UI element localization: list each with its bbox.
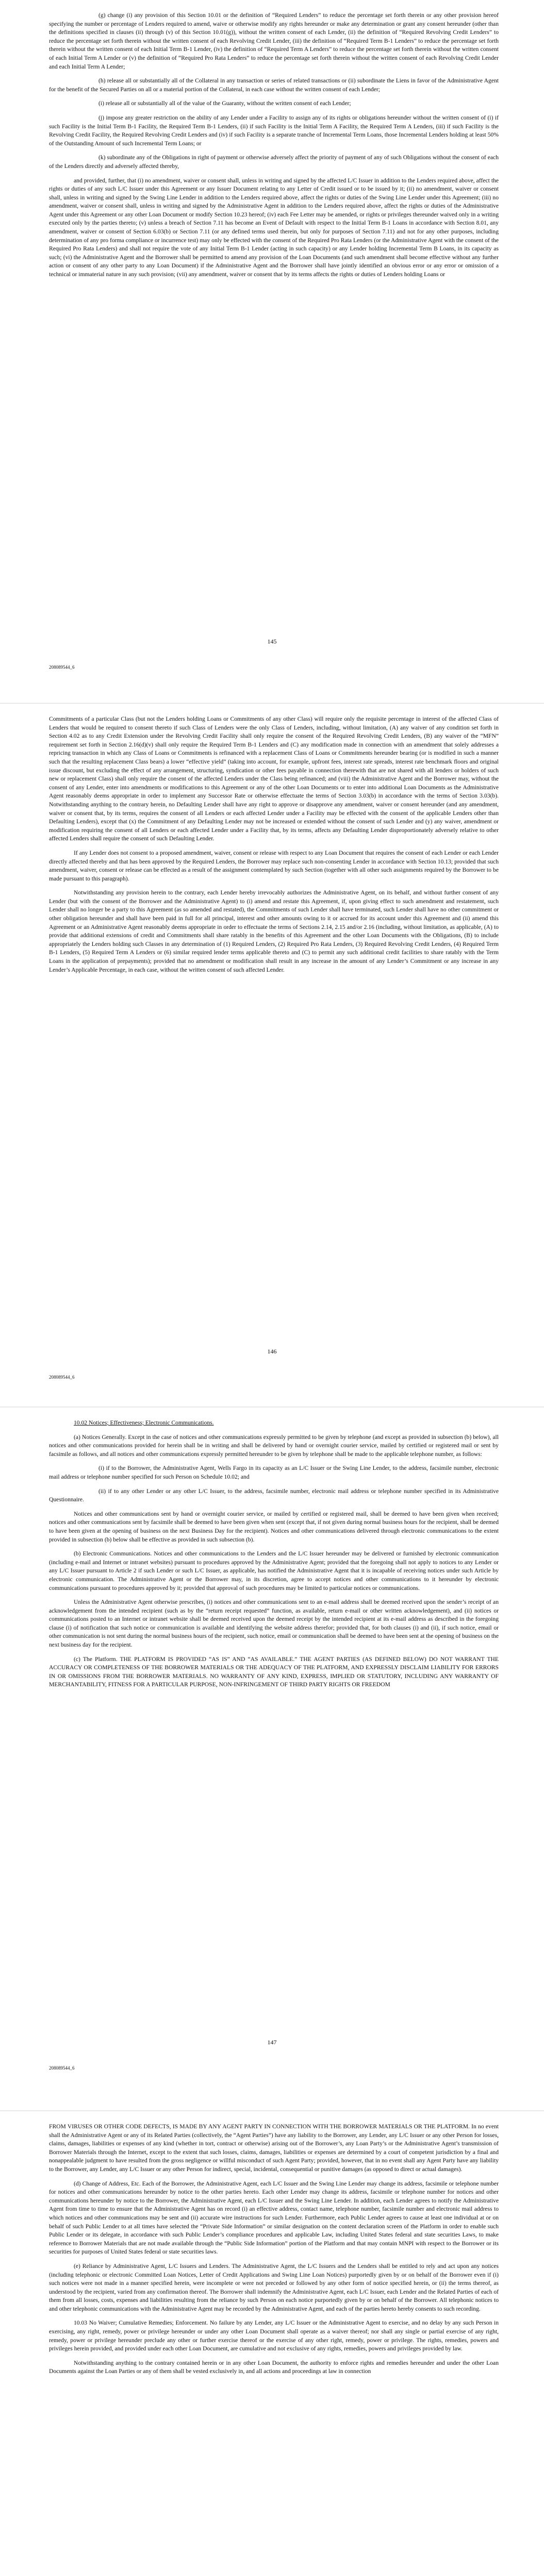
paragraph: (c) The Platform. THE PLATFORM IS PROVIDED “AS IS” AND “AS AVAILABLE.” THE AGENT PARTIES (AS DEFINED BELOW) DO NOT WARRANT THE ACCURACY OR COMPLETENESS OF THE BORROWER MATERIALS OR THE ADEQUACY OF THE PLATFORM, AND EXPRESSLY DISCLAIM LIABILITY FOR ERRORS IN OR OMISSIONS FROM THE BORROWER MATERIALS. NO WARRANTY OF ANY KIND, EXPRESS, IMPLIED OR STATUTORY, INCLUDING ANY WARRANTY OF MERCHANTABILITY, FITNESS FOR A PARTICULAR PURPOSE, NON-INFRINGEMENT OF THIRD PARTY RIGHTS OR FREEDOM [49, 1655, 499, 1688]
section-heading: 10.02 Notices; Effectiveness; Electronic Communications. [74, 1419, 214, 1426]
page-text [49, 715, 499, 980]
page-145 [0, 0, 544, 703]
paragraph: Notwithstanding any provision herein to the contrary, each Lender hereby irrevocably authorizes the Administrative Agent, on its behalf, and without further consent of any Lender (but with the consent of the Borrower and the Administrative Agent) to (i) amend and restate this Agreement, if, upon giving effect to such amendment and restatement, such Lender shall no longer be a party to this Agreement (as so amended and restated), the Commitments of such Lender shall have terminated, such Lender shall have no other commitment or other obligation hereunder and shall have been paid in full for all principal, interest and other amounts owing to it or accrued for its account under this Agreement and (ii) amend this Agreement or an Administrative Agent reasonably deems appropriate in order to effectuate the terms of Sections 2.14, 2.15 and/or 2.16 (including, without limitation, as applicable, (A) to provide that additional extensions of credit and Commitments shall share ratably in the benefits of this Agreement and the other Loan Documents with the Obligations, (B) to include appropriately the Lenders holding such Classes in any determination of (1) Required Lenders, (2) Required Pro Rata Lenders, (3) Required Revolving Credit Lenders, (4) Required Term B-1 Lenders, (5) Required Term A Lenders or (6) similar required lender terms applicable thereto and (C) to permit any such additional credit facilities to share ratably with the Term Loans in the application of prepayments); provided that no amendment or modification shall result in any increase in the amount of any Lender’s Commitment or any increase in any Lender’s Applicable Percentage, in each case, without the written consent of such affected Lender. [49, 889, 499, 973]
paragraph: If any Lender does not consent to a proposed amendment, waiver, consent or release with respect to any Loan Document that requires the consent of each Lender or each Lender directly affected thereby and that has been approved by the Required Lenders, the Borrower may replace such non-consenting Lender in accordance with Section 10.13; provided that such amendment, waiver, consent or release can be effected as a result of the assignment contemplated by such Section (together with all other such assignments required by the Borrower to be made pursuant to this paragraph). [49, 849, 499, 882]
paragraph: (j) impose any greater restriction on the ability of any Lender under a Facility to assign any of its rights or obligations hereunder without the written consent of (i) if such Facility is the Initial Term B-1 Facility, the Required Term B-1 Lenders, (ii) if such Facility is the Initial Term A Facility, the Required Term A Lenders, (iii) if such Facility is the Revolving Credit Facility, the Required Revolving Credit Lenders and (iv) if such Facility is a separate tranche of Incremental Term Loans, those Incremental Lenders holding at least 50% of the Outstanding Amount of such Incremental Term Loans; or [49, 114, 499, 147]
paragraph: Unless the Administrative Agent otherwise prescribes, (i) notices and other communications sent to an e-mail address shall be deemed received upon the sender’s receipt of an acknowledgement from the intended recipient (such as by the “return receipt requested” function, as available, return e-mail or other written acknowledgement), and (ii) notices or communications posted to an Internet or intranet website shall be deemed received upon the deemed receipt by the intended recipient at its e-mail address as described in the foregoing clause (i) of notification that such notice or communication is available and identifying the website address therefor; provided that, for both clauses (i) and (ii), if such notice, email or other communication is not sent during the normal business hours of the recipient, such notice, email or communication shall be deemed to have been sent at the opening of business on the next business day for the recipient. [49, 1599, 499, 1649]
page-146 [0, 704, 544, 1407]
page-text [49, 1419, 499, 1695]
paragraph: (k) subordinate any of the Obligations in right of payment or otherwise adversely affect the priority of payment of any of such Obligations without the consent of each of the Lenders directly and adversely affected thereby, [49, 154, 499, 170]
paragraph: FROM VIRUSES OR OTHER CODE DEFECTS, IS MADE BY ANY AGENT PARTY IN CONNECTION WITH THE BORROWER MATERIALS OR THE PLATFORM. In no event shall the Administrative Agent or any of its Related Parties (collectively, the “Agent Parties”) have any liability to the Borrower, any Lender, any L/C Issuer or any other Person for losses, claims, damages, liabilities or expenses of any kind (whether in tort, contract or otherwise) arising out of the Borrower’s, any Loan Party’s or the Administrative Agent’s transmission of Borrower Materials through the Internet, except to the extent that such losses, claims, damages, liabilities or expenses are determined by a court of competent jurisdiction by a final and nonappealable judgment to have resulted from the gross negligence or willful misconduct of such Agent Party; provided, however, that in no event shall any Agent Party have any liability to the Borrower, any Lender, any L/C Issuer or any other Person for indirect, special, incidental, consequential or punitive damages (as opposed to direct or actual damages). [49, 2123, 499, 2173]
paragraph: 10.03 No Waiver; Cumulative Remedies; Enforcement. No failure by any Lender, any L/C Issuer or the Administrative Agent to exercise, and no delay by any such Person in exercising, any right, remedy, power or privilege hereunder or under any other Loan Document shall operate as a waiver thereof; nor shall any single or partial exercise of any right, remedy, power or privilege hereunder preclude any other or further exercise thereof or the exercise of any other right, remedy, power or privilege. The rights, remedies, powers and privileges herein provided, and provided under each other Loan Document, are cumulative and not exclusive of any rights, remedies, powers and privileges provided by law. [49, 2319, 499, 2352]
paragraph: (h) release all or substantially all of the Collateral in any transaction or series of related transactions or (ii) subordinate the Liens in favor of the Administrative Agent for the benefit of the Secured Parties on all or a material portion of the Collateral, in each case without the written consent of each Lender; [49, 77, 499, 93]
paragraph: (g) change (i) any provision of this Section 10.01 or the definition of “Required Lenders” to reduce the percentage set forth therein or any other provision hereof specifying the number or percentage of Lenders required to amend, waive or otherwise modify any rights hereunder or make any determination or grant any consent hereunder (other than the definitions specified in clauses (ii) through (v) of this Section 10.01(g)), without the written consent of each Lender, (ii) the definition of “Required Revolving Credit Lenders” to reduce the percentage set forth therein without the written consent of each Revolving Credit Lender, (iii) the definition of “Required Term B-1 Lenders” to reduce the percentage set forth therein without the written consent of each Initial Term B-1 Lender, (iv) the definition of “Required Term A Lenders” to reduce the percentage set forth therein without the written consent of each Initial Term A Lender or (v) the definition of “Required Pro Rata Lenders” to reduce the percentage set forth therein without the written consent of each Revolving Credit Lender and each Initial Term A Lender; [49, 12, 499, 70]
paragraph: (ii) if to any other Lender or any other L/C Issuer, to the address, facsimile number, electronic mail address or telephone number specified in its Administrative Questionnaire. [49, 1487, 499, 1503]
document-id: 208089544_6 [49, 2065, 75, 2071]
page-number: 146 [267, 1348, 277, 1355]
paragraph: (d) Change of Address, Etc. Each of the Borrower, the Administrative Agent, each L/C Issuer and the Swing Line Lender may change its address, facsimile or telephone number for notices and other communications hereunder by notice to the other parties hereto. Each other Lender may change its address, facsimile or telephone number for notices and other communications hereunder by notice to the Borrower, the Administrative Agent, each L/C Issuer and the Swing Line Lender. In addition, each Lender agrees to notify the Administrative Agent from time to time to ensure that the Administrative Agent has on record (i) an effective address, contact name, telephone number, facsimile number and electronic mail address to which notices and other communications may be sent and (ii) accurate wire instructions for such Lender. Furthermore, each Public Lender agrees to cause at least one individual at or on behalf of such Public Lender to at all times have selected the “Private Side Information” or similar designation on the content declaration screen of the Platform in order to enable such Public Lender or its delegate, in accordance with such Public Lender’s compliance procedures and applicable Law, including United States federal and state securities Laws, to make reference to Borrower Materials that are not made available through the “Public Side Information” portion of the Platform and that may contain MNPI with respect to the Borrower or its securities for purposes of United States federal or state securities laws. [49, 2180, 499, 2256]
paragraph: (e) Reliance by Administrative Agent, L/C Issuers and Lenders. The Administrative Agent, the L/C Issuers and the Lenders shall be entitled to rely and act upon any notices (including telephonic or electronic Committed Loan Notices, Letter of Credit Applications and Swing Line Loan Notices) purportedly given by or on behalf of the Borrower even if (i) such notices were not made in a manner specified herein, were incomplete or were not preceded or followed by any other form of notice specified herein, or (ii) the terms thereof, as understood by the recipient, varied from any confirmation thereof. The Borrower shall indemnify the Administrative Agent, each L/C Issuer, each Lender and the Related Parties of each of them from all losses, costs, expenses and liabilities resulting from the reliance by such Person on each notice purportedly given by or on behalf of the Borrower. All telephonic notices to and other telephonic communications with the Administrative Agent may be recorded by the Administrative Agent, and each of the parties hereto hereby consents to such recording. [49, 2262, 499, 2312]
paragraph: Notices and other communications sent by hand or overnight courier service, or mailed by certified or registered mail, shall be deemed to have been given when received; notices and other communications sent by facsimile shall be deemed to have been given when sent (except that, if not given during normal business hours for the recipient, shall be deemed to have been given at the opening of business on the next Business Day for the recipient). Notices and other communications delivered through electronic communications to the extent provided in subsection (b) below shall be effective as provided in such subsection (b). [49, 1510, 499, 1543]
paragraph: Notwithstanding anything to the contrary contained herein or in any other Loan Document, the authority to enforce rights and remedies hereunder and under the other Loan Documents against the Loan Parties or any of them shall be vested exclusively in, and all actions and proceedings at law in connection [49, 2359, 499, 2375]
paragraph: (i) release all or substantially all of the value of the Guaranty, without the written consent of each Lender; [98, 100, 351, 107]
paragraph: (a) Notices Generally. Except in the case of notices and other communications expressly permitted to be given by telephone (and except as provided in subsection (b) below), all notices and other communications provided for herein shall be in writing and shall be delivered by hand or overnight courier service, mailed by certified or registered mail or sent by facsimile as follows, and all notices and other communications expressly permitted hereunder to be given by telephone shall be made to the applicable telephone number, as follows: [49, 1433, 499, 1458]
page-number: 145 [267, 638, 277, 645]
paragraph: (b) Electronic Communications. Notices and other communications to the Lenders and the L/C Issuer hereunder may be delivered or furnished by electronic communication (including e-mail and Internet or intranet websites) pursuant to procedures approved by the Administrative Agent; provided that the foregoing shall not apply to notices to any Lender or any L/C Issuer pursuant to Article 2 if such Lender or such L/C Issuer, as applicable, has notified the Administrative Agent that it is incapable of receiving notices under such Article by electronic communication. The Administrative Agent or the Borrower may, in its discretion, agree to accept notices and other communications to it hereunder by electronic communications pursuant to procedures approved by it; provided that approval of such procedures may be limited to particular notices or communications. [49, 1550, 499, 1591]
paragraph: Commitments of a particular Class (but not the Lenders holding Loans or Commitments of any other Class) will require only the requisite percentage in interest of the affected Class of Lenders that would be required to consent thereto if such Class of Lenders were the only Class of Lenders, including, without limitation, (A) any waiver of any condition set forth in Section 4.02 as to any Credit Extension under the Revolving Credit Facility shall only require the consent of the Required Revolving Credit Lenders, (B) any waiver of the “MFN” requirement set forth in Section 2.16(d)(v) shall only require the Required Term B-1 Lenders and (C) any modification made in connection with an amendment that solely addresses a repricing transaction in which any Class of Loans or Commitments is refinanced with a replacement Class of Loans or Commitments hereunder bearing (or is modified in such a manner such that the resulting replacement Class bears) a lower “effective yield” (taking into account, for example, upfront fees, interest rate spreads, interest rate benchmark floors and original issue discount, but excluding the effect of any arrangement, structuring, syndication or other fees payable in connection therewith that are not shared with all lenders or holders of such new or replacement Class) shall only require the consent of the affected Lenders under the Class being refinanced; and (viii) the Administrative Agent and the Borrower may, without the consent of any Lender, enter into amendments or modifications to this Agreement or any of the other Loan Documents or to enter into additional Loan Documents as the Administrative Agent reasonably deems appropriate in order to implement any Successor Rate or otherwise effectuate the terms of Section 3.03(b) in accordance with the terms of Section 3.03(b). Notwithstanding anything to the contrary herein, no Defaulting Lender shall have any right to approve or disapprove any amendment, waiver or consent hereunder (and any amendment, waiver or consent that, by its terms, requires the consent of all Lenders or each affected Lender under a Facility may be effected with the consent of the applicable Lenders other than Defaulting Lenders), except that (x) the Commitment of any Defaulting Lender may not be increased or extended without the consent of such Lender and (y) any waiver, amendment or modification requiring the consent of all Lenders or each affected Lender under a Facility that, by its terms, affects any Defaulting Lender disproportionately adversely relative to other affected Lenders shall require the consent of such Defaulting Lender. [49, 716, 499, 842]
page-text [49, 11, 499, 285]
paragraph: and provided, further, that (i) no amendment, waiver or consent shall, unless in writing and signed by the affected L/C Issuer in addition to the Lenders required above, affect the rights or duties of any such L/C Issuer under this Agreement or any Issuer Document relating to any Letter of Credit issued or to be issued by it; (ii) no amendment, waiver or consent shall, unless in writing and signed by the Swing Line Lender in addition to the Lenders required above, affect the rights or duties of the Swing Line Lender under this Agreement; (iii) no amendment, waiver or consent shall, unless in writing and signed by the Administrative Agent in addition to the Lenders required above, affect the rights or duties of the Administrative Agent under this Agreement or any other Loan Document or modify Section 10.23 hereof; (iv) each Fee Letter may be amended, or rights or privileges thereunder waived only in a writing executed only by the parties thereto; (v) unless a breach of Section 7.11 has become an Event of Default with respect to the Initial Term B-1 Loans in accordance with Section 8.01, any amendment, waiver or consent of Section 6.03(b) or Section 7.11 (or any defined terms used therein, but only for purposes of Section 7.11) and not for any other purposes, including determination of any pro forma compliance or incurrence test) may only be effected with the consent of the Required Pro Rata Lenders (or the Administrative Agent with the consent of the Required Pro Rata Lenders) and shall not require the vote of any Initial Term B-1 Lender (acting in such capacity) or any Lender holding Incremental Term B Loans, in its capacity as such; (vi) the Administrative Agent and the Borrower shall be permitted to amend any provision of the Loan Documents (and such amendment shall become effective without any further action or consent of any other party to any Loan Document) if the Administrative Agent and the Borrower shall have jointly identified an obvious error or any error or omission of a technical or immaterial nature in any such provision; (vii) any amendment, waiver or consent that by its terms affects the rights or duties of Lenders holding Loans or [49, 177, 499, 278]
document-id: 208089544_6 [49, 1375, 75, 1380]
page-147 [0, 1408, 544, 2111]
paragraph: (i) if to the Borrower, the Administrative Agent, Wells Fargo in its capacity as an L/C Issuer or the Swing Line Lender, to the address, facsimile number, electronic mail address or telephone number specified for such Person on Schedule 10.02; and [49, 1465, 499, 1480]
page-number: 147 [267, 2039, 277, 2046]
page-text [49, 2123, 499, 2382]
document-id: 208089544_6 [49, 665, 75, 670]
page-148 [0, 2111, 544, 2576]
